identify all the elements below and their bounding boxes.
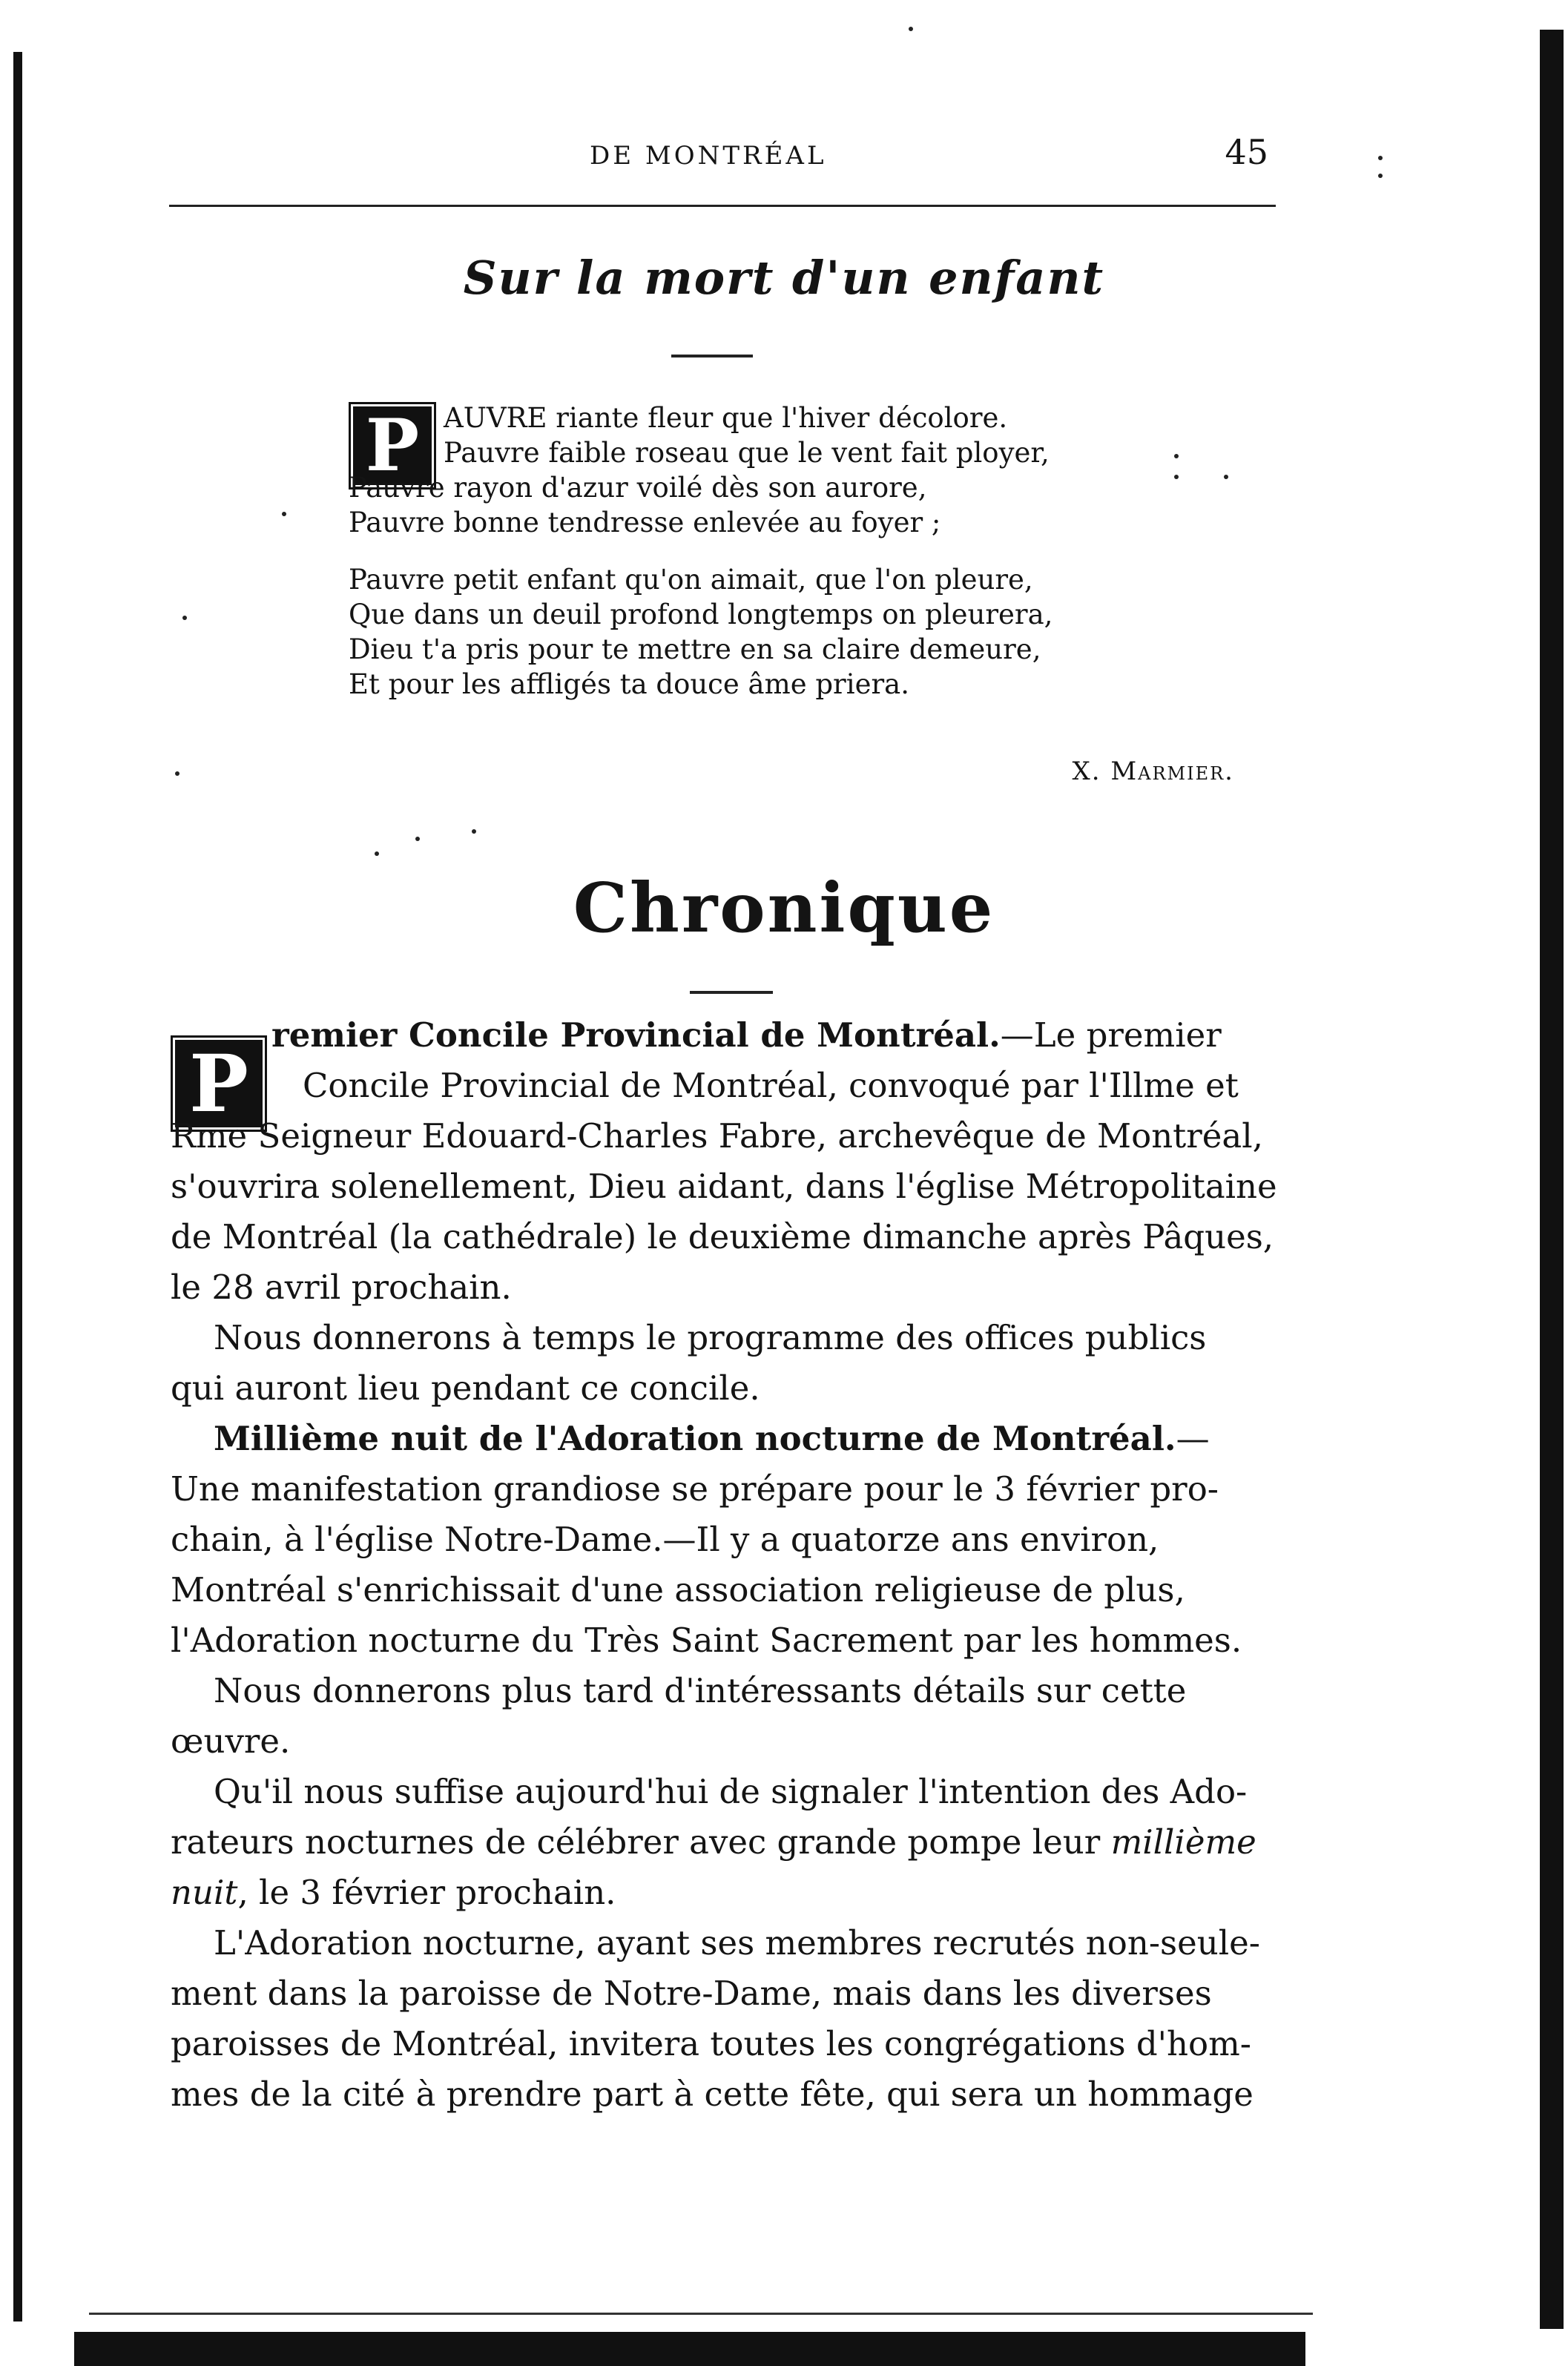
title-divider bbox=[671, 355, 753, 357]
paragraph-line: remier Concile Provincial de Montréal.—Le premier bbox=[271, 1015, 1222, 1055]
ink-speck bbox=[909, 27, 913, 31]
paragraph-line: nuit, le 3 février prochain. bbox=[171, 1873, 616, 1912]
ink-speck bbox=[415, 837, 420, 841]
poem-body bbox=[349, 401, 1239, 702]
paragraph-line: Qu'il nous suffise aujourd'hui de signaler l'intention des Ado- bbox=[214, 1772, 1248, 1811]
paragraph-intention bbox=[171, 1767, 1328, 1918]
italic-word: millième bbox=[1110, 1822, 1256, 1862]
paragraph-line: le 28 avril prochain. bbox=[171, 1268, 512, 1307]
poem-line: Et pour les affligés ta douce âme priera. bbox=[349, 668, 909, 700]
paragraph-line: œuvre. bbox=[171, 1721, 291, 1761]
poem-line: Pauvre faible roseau que le vent fait ployer, bbox=[444, 437, 1050, 469]
poem-author: X. Marmier. bbox=[1072, 757, 1234, 786]
paragraph-millieme bbox=[171, 1414, 1328, 1666]
paragraph-details bbox=[171, 1666, 1328, 1767]
poem-line: Dieu t'a pris pour te mettre en sa claire demeure, bbox=[349, 633, 1041, 665]
poem-line: AUVRE riante fleur que l'hiver décolore. bbox=[444, 402, 1008, 434]
paragraph-line: de Montréal (la cathédrale) le deuxième dimanche après Pâques, bbox=[171, 1217, 1274, 1256]
paragraph-line: Nous donnerons à temps le programme des offices publics bbox=[214, 1318, 1207, 1357]
poem-title: Sur la mort d'un enfant bbox=[463, 251, 1105, 305]
ink-speck bbox=[282, 512, 286, 516]
scan-border-bottom bbox=[74, 2332, 1305, 2366]
paragraph-line: Millième nuit de l'Adoration nocturne de Montréal.— bbox=[214, 1419, 1210, 1458]
paragraph-invitation bbox=[171, 1918, 1328, 2120]
paragraph-line: qui auront lieu pendant ce concile. bbox=[171, 1368, 760, 1408]
scan-border-right bbox=[1540, 30, 1564, 2329]
page-number: 45 bbox=[1225, 132, 1268, 172]
paragraph-line: paroisses de Montréal, invitera toutes les congrégations d'hom- bbox=[171, 2024, 1251, 2063]
paragraph-line: Nous donnerons plus tard d'intéressants détails sur cette bbox=[214, 1671, 1187, 1710]
paragraph-concile bbox=[171, 1010, 1328, 1313]
paragraph-line: Montréal s'enrichissait d'une association religieuse de plus, bbox=[171, 1570, 1185, 1609]
paragraph-line: Rme Seigneur Edouard-Charles Fabre, archevêque de Montréal, bbox=[171, 1116, 1263, 1156]
poem-drop-cap: P bbox=[349, 402, 436, 490]
running-header bbox=[171, 132, 1268, 184]
paragraph-line: s'ouvrira solenellement, Dieu aidant, dans l'église Métropolitaine bbox=[171, 1167, 1277, 1206]
running-title: DE MONTRÉAL bbox=[590, 141, 827, 171]
section-divider bbox=[690, 991, 773, 994]
ink-speck bbox=[175, 771, 179, 776]
paragraph-line: L'Adoration nocturne, ayant ses membres recrutés non-seule- bbox=[214, 1923, 1260, 1963]
italic-word: nuit bbox=[171, 1873, 238, 1912]
ink-speck bbox=[472, 829, 476, 834]
poem-line: Pauvre petit enfant qu'on aimait, que l'on pleure, bbox=[349, 564, 1033, 596]
paragraph-line: Une manifestation grandiose se prépare pour le 3 février pro- bbox=[171, 1469, 1219, 1509]
paragraph-heading: Millième nuit de l'Adoration nocturne de Montréal. bbox=[214, 1419, 1176, 1458]
ink-speck bbox=[1378, 174, 1383, 178]
paragraph-line: l'Adoration nocturne du Très Saint Sacrement par les hommes. bbox=[171, 1621, 1242, 1660]
paragraph-programme bbox=[171, 1313, 1328, 1414]
stanza-gap bbox=[349, 540, 1239, 562]
header-rule bbox=[169, 205, 1276, 207]
poem-line: Que dans un deuil profond longtemps on pleurera, bbox=[349, 599, 1053, 630]
paragraph-line: ment dans la paroisse de Notre-Dame, mais dans les diverses bbox=[171, 1974, 1212, 2013]
paragraph-line: rateurs nocturnes de célébrer avec grande pompe leur millième bbox=[171, 1822, 1256, 1862]
ink-speck bbox=[182, 616, 187, 620]
paragraph-line: Concile Provincial de Montréal, convoqué par l'Illme et bbox=[303, 1066, 1239, 1105]
chronique-body bbox=[171, 1010, 1328, 2120]
section-title: Chronique bbox=[573, 868, 995, 948]
paragraph-heading: remier Concile Provincial de Montréal. bbox=[271, 1015, 1001, 1055]
poem-line: Pauvre rayon d'azur voilé dès son aurore, bbox=[349, 472, 927, 504]
chronique-drop-cap: P bbox=[171, 1035, 267, 1132]
scan-border-bottom-line bbox=[89, 2313, 1313, 2315]
scan-border-left bbox=[13, 52, 22, 2321]
ink-speck bbox=[1378, 156, 1383, 160]
poem-line: Pauvre bonne tendresse enlevée au foyer ; bbox=[349, 507, 941, 538]
ink-speck bbox=[375, 851, 379, 856]
paragraph-line: mes de la cité à prendre part à cette fête, qui sera un hommage bbox=[171, 2075, 1254, 2114]
paragraph-line: chain, à l'église Notre-Dame.—Il y a quatorze ans environ, bbox=[171, 1520, 1159, 1559]
